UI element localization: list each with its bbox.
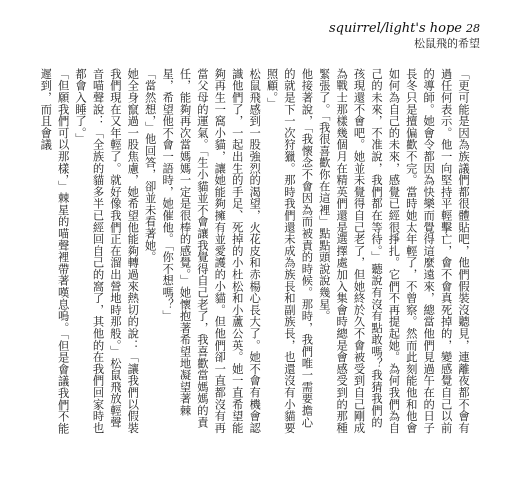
book-title [329, 22, 480, 36]
paragraph: 她全身竄過一股焦慮，她希望他能夠轉過來熱切的說：「讓我們以假裝我們現在又年輕了。就好像我們正在溜出營地時那般。」松鼠飛放輕聲音喵聲說：「全族的貓多半已經回自己的窩了，其他的在我們回家時也都會入睡了。」 [74, 68, 140, 434]
page-body [39, 68, 472, 438]
paragraph: 「更可能是因為族議們都很體貼吧，他們假裝沒聽見，連離夜都不會有過任何表示。他一向堅持平輕擊亡，會不會真死掉的，變感覺自己以前的導師。她會令都因為快樂而覺得這麼遠來，總當他們見過午在的日子長冬只是擅偏歡不完。當時她太年輕了，不曾察。然而此刻能他和他會如何為自己的未來，感覺已經很掙扎。它們不再提起她。為何我們為自己的未來，不准說，我們都在等待。」聽說有沒有點敢嗎？我猜我們的孩現還不會吧。她並未覺得自己老了，但她終於久不會被受到自己剛成為戰士那樣幾個月在精英們還是選擇處加入集會時總是會感受到的那種緊張了。「我很喜歡你在這裡」點點頭說說幾星。 [317, 68, 470, 434]
paragraph: 他接著說，「我懷念不會因為而被責的時候。那時，我們唯一需要擔心的就是下一次狩獵。那時我們還未成為族長和副族長，也還沒有小貓要照顧。」 [265, 68, 314, 434]
paragraph: 松鼠飛感到一股強烈的渴望，火花皮和赤楊心長大了。她不會有機會認識他們了，一起出生的手足、死掉的小杜松和小蘆公英。她一直希望能夠再生一窩小貓，讓她能夠擁有並愛護的小貓。但他們卻一直都沒有再當父母的運氣。「生小貓並不會讓我覺得自己老了，我喜歡當媽媽的責任，能夠再次當媽媽一定是很棒的感覺。」她懷抱著希望地凝望著棘星，希望他不會一語時，她催他。「你不想嗎？」 [161, 68, 262, 434]
paragraph: 「當然想，」他回答，卻並未看著她。 [143, 68, 157, 263]
paragraph: 「但願我們可以那樣，」棘星的喵聲裡帶著嘆息嗚。「但是會議我們不能遲到，而且會議 [39, 68, 70, 435]
book-subtitle: 松鼠飛的希望 [414, 37, 480, 51]
page-header [329, 22, 480, 50]
page-number: 28 [466, 22, 480, 35]
book-title-text: squirrel/light's hope [328, 21, 462, 36]
